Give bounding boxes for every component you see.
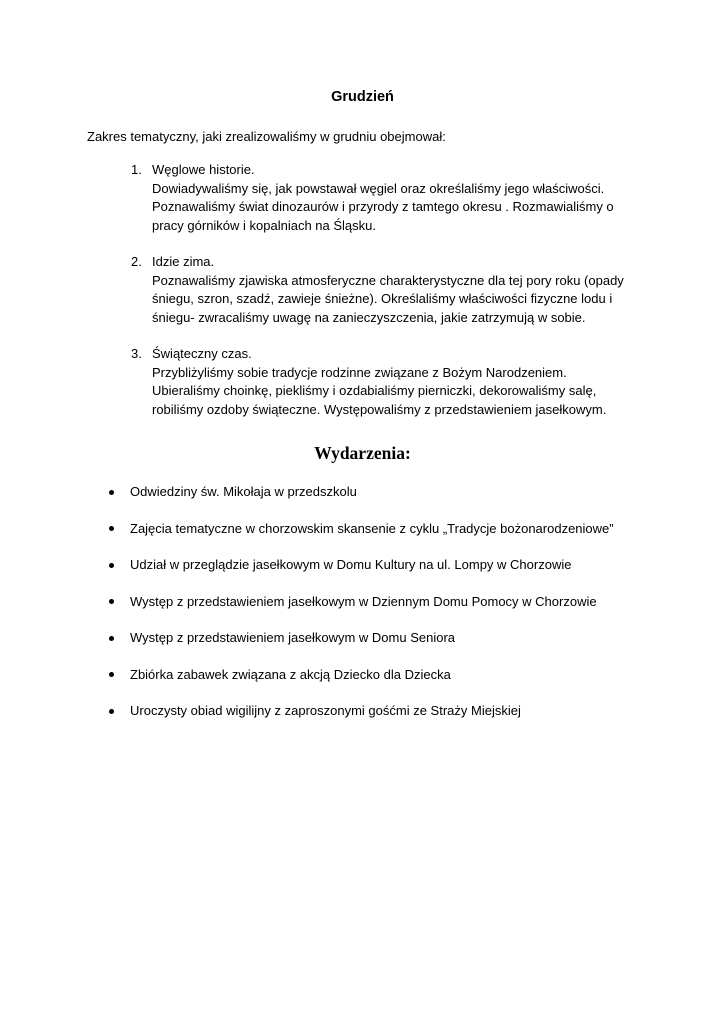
- event-item: [0, 520, 725, 557]
- event-text: Uroczysty obiad wigilijny z zaproszonymi gośćmi ze Straży Miejskiej: [130, 703, 521, 718]
- topic-item: [0, 345, 725, 419]
- event-text: Odwiedziny św. Mikołaja w przedszkolu: [130, 484, 357, 499]
- topic-item: [0, 253, 725, 327]
- topic-text-line: pracy górników i kopalniach na Śląsku.: [152, 217, 377, 233]
- bullet-icon: [109, 599, 114, 604]
- event-text: Występ z przedstawieniem jasełkowym w Domu Seniora: [130, 630, 455, 645]
- event-text: Występ z przedstawieniem jasełkowym w Dziennym Domu Pomocy w Chorzowie: [130, 593, 597, 609]
- events-list: [0, 483, 725, 739]
- intro-text: Zakres tematyczny, jaki zrealizowaliśmy w grudniu obejmował:: [87, 129, 446, 144]
- topic-body: [152, 253, 652, 327]
- bullet-icon: [109, 563, 114, 568]
- bullet-icon: [109, 709, 114, 714]
- event-item: [0, 629, 725, 666]
- topic-body: [152, 161, 652, 235]
- page-title: Grudzień: [331, 89, 394, 105]
- event-text: Zajęcia tematyczne w chorzowskim skansenie z cyklu „Tradycje bożonarodzeniowe”: [130, 520, 614, 536]
- topic-text-line: Poznawaliśmy świat dinozaurów i przyrody z tamtego okresu . Rozmawialiśmy o: [152, 199, 614, 214]
- event-item: [0, 666, 725, 703]
- topic-text-line: Dowiadywaliśmy się, jak powstawał węgiel oraz określaliśmy jego właściwości.: [152, 180, 605, 196]
- bullet-icon: [109, 490, 114, 495]
- event-item: [0, 593, 725, 630]
- topic-body: [152, 345, 652, 419]
- topic-text-line: śniegu- zwracaliśmy uwagę na zanieczyszczenia, jakie zatrzymują w sobie.: [152, 309, 586, 325]
- topic-title: Idzie zima.: [152, 254, 215, 269]
- topic-text-line: Przybliżyliśmy sobie tradycje rodzinne związane z Bożym Narodzeniem.: [152, 364, 567, 380]
- topic-number: 3.: [131, 346, 142, 361]
- event-item: [0, 556, 725, 593]
- event-item: [0, 483, 725, 520]
- event-text: Udział w przeglądzie jasełkowym w Domu Kultury na ul. Lompy w Chorzowie: [130, 557, 572, 572]
- event-item: [0, 702, 725, 739]
- topic-title: Świąteczny czas.: [152, 346, 252, 361]
- topic-title: Węglowe historie.: [152, 162, 255, 177]
- topic-text-line: robiliśmy ozdoby świąteczne. Występowaliśmy z przedstawieniem jasełkowym.: [152, 401, 607, 417]
- topic-number: 1.: [131, 162, 142, 177]
- bullet-icon: [109, 672, 114, 677]
- bullet-icon: [109, 636, 114, 641]
- topic-item: [0, 161, 725, 235]
- bullet-icon: [109, 526, 114, 531]
- topic-text-line: Poznawaliśmy zjawiska atmosferyczne charakterystyczne dla tej pory roku (opady: [152, 272, 624, 288]
- topic-number: 2.: [131, 254, 142, 269]
- events-heading: Wydarzenia:: [314, 443, 411, 463]
- topic-text-line: Ubieraliśmy choinkę, piekliśmy i ozdabialiśmy pierniczki, dekorowaliśmy salę,: [152, 383, 597, 398]
- event-text: Zbiórka zabawek związana z akcją Dziecko dla Dziecka: [130, 666, 451, 682]
- topics-list: [0, 161, 725, 437]
- topic-text-line: śniegu, szron, szadź, zawieje śnieżne). Określaliśmy właściwości fizyczne lodu i: [152, 291, 613, 306]
